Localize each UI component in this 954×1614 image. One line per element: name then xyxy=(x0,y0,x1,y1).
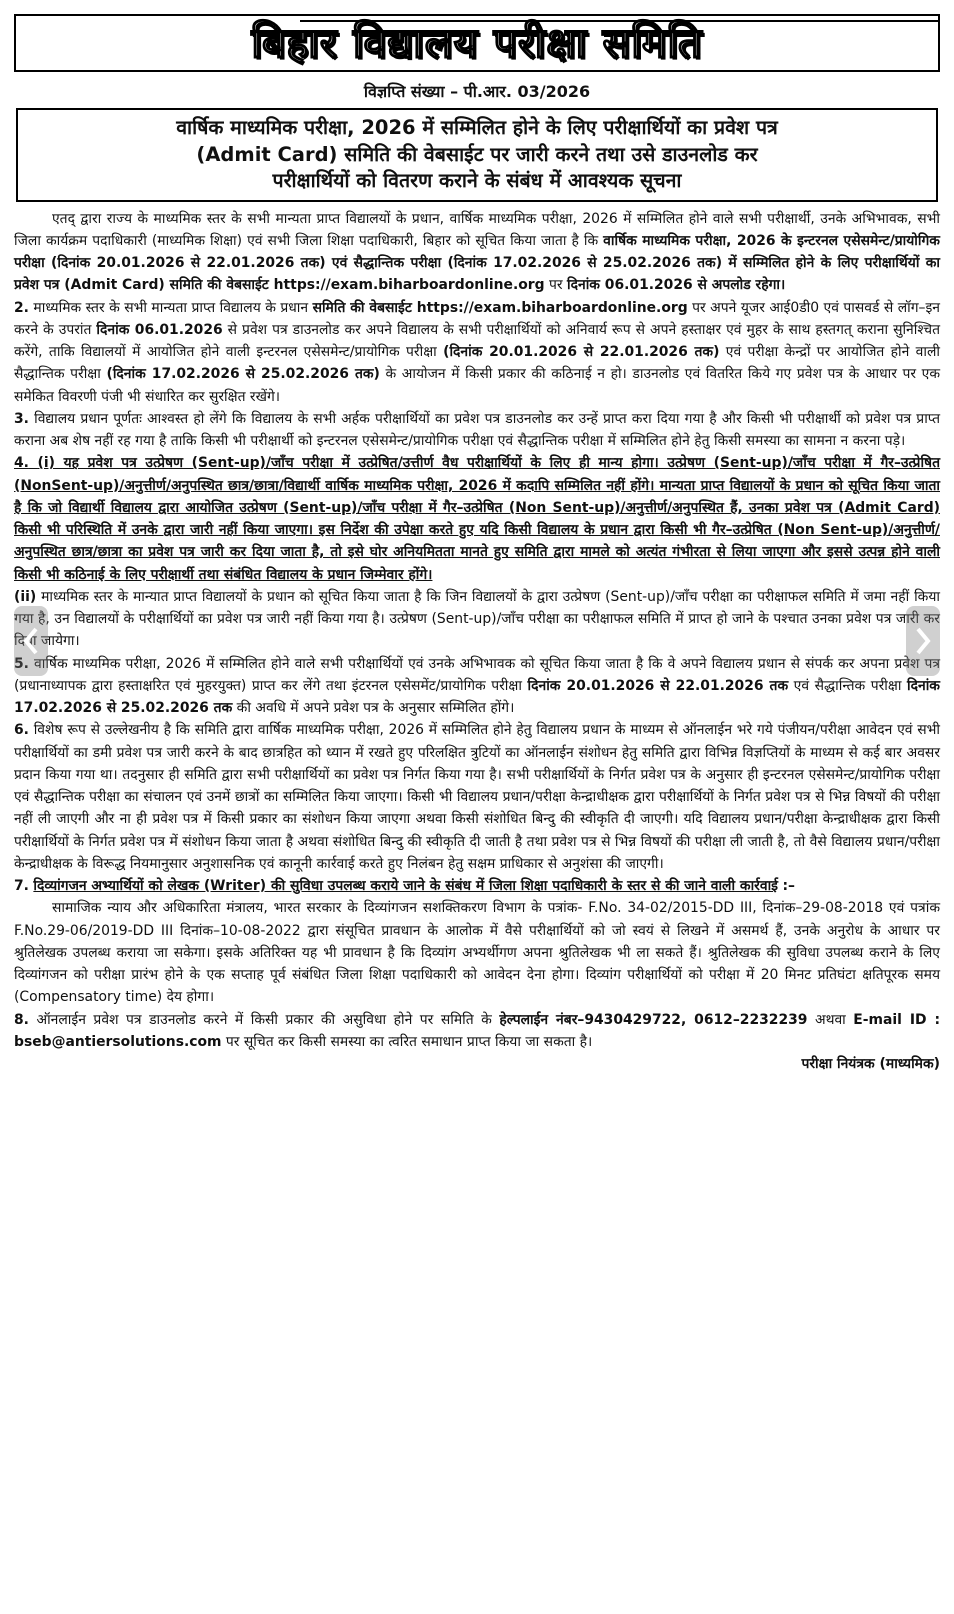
p2-text5: के आयोजन में किसी प्रकार की कठिनाई न हो। डाउनलोड एवं वितरित किये गए प्रवेश पत्र के आधार पर एक समेकित विवरणी पंजी भी संधारित कर सुरक्षित रखेंगे। xyxy=(14,366,941,405)
p1-mid: पर xyxy=(549,277,563,294)
p2-number: 2. xyxy=(14,299,29,316)
p8-text2: अथवा xyxy=(814,1011,846,1028)
top-border-line xyxy=(300,14,940,22)
notice-page xyxy=(0,14,954,1614)
p2-date: दिनांक 06.01.2026 xyxy=(96,321,223,338)
paragraph-4 xyxy=(14,452,940,586)
p2-text4: एवं परीक्षा केन्द्रों पर आयोजित होने वाली सैद्धान्तिक परीक्षा xyxy=(14,344,941,383)
p1-bold2: दिनांक 06.01.2026 से अपलोड रहेगा। xyxy=(567,277,786,294)
p4-text: (i) यह प्रवेश पत्र उत्प्रेषण (Sent-up)/जाँच परीक्षा में उत्प्रेषित/उत्तीर्ण वैध परीक्षार्थियों के लिए ही मान्य होगा। उत्प्रेषण (Sent-up)/जाँच परीक्षा में गैर–उत्प्रेषित (NonSent-up)/अनुत्तीर्ण/अनुपस्थित छात्र/छात्रा/विद्यार्थी वार्षिक माध्यमिक परीक्षा, 2026 में कदापि सम्मिलित नहीं होंगे। मान्यता प्राप्त विद्यालयों के प्रधान को सूचित किया जाता है कि जो विद्यार्थी विद्यालय द्वारा आयोजित उत्प्रेषण (Sent-up)/जाँच परीक्षा में गैर–उत्प्रेषित (Non Sent-up)/अनुत्तीर्ण/अनुपस्थित हैं, उनका प्रवेश पत्र (Admit Card) किसी भी परिस्थिति में उनके द्वारा जारी नहीं किया जाएगा। इस निर्देश की उपेक्षा करते हुए यदि किसी विद्यालय के प्रधान द्वारा किसी भी गैर–उत्प्रेषित (Non Sent-up)/अनुत्तीर्ण/अनुपस्थित छात्र/छात्रा का प्रवेश पत्र जारी कर दिया जाता है, तो इसे घोर अनियमितता मानते हुए समिति द्वारा मामले को अत्यंत गंभीरता से लिया जाएगा और इससे उत्पन्न होने वाली किसी भी कठिनाई के लिए परीक्षार्थी तथा संबंधित विद्यालय के प्रधान जिम्मेवार होंगे। xyxy=(14,455,940,583)
next-page-button[interactable] xyxy=(906,606,940,676)
p5-number: 5. xyxy=(14,655,29,672)
board-title: बिहार विद्यालय परीक्षा समिति xyxy=(251,18,703,67)
p2-practical-dates: (दिनांक 20.01.2026 से 22.01.2026 तक) xyxy=(443,344,720,361)
p6-text: विशेष रूप से उल्लेखनीय है कि समिति द्वारा वार्षिक माध्यमिक परीक्षा, 2026 में सम्मिलित होने हेतु विद्यालय प्रधान के माध्यम से ऑनलाईन भरे गये पंजीयन/परीक्षा आवेदन एवं सभी परीक्षार्थियों का डमी प्रवेश पत्र जारी करने के बाद छात्रहित को ध्यान में रखते हुए परिलक्षित त्रुटियों का ऑनलाईन संशोधन हेतु समिति द्वारा विभिन्न विज्ञप्तियों के माध्यम से कई बार अवसर प्रदान किया गया था। तदनुसार ही समिति द्वारा सभी परीक्षार्थियों का प्रवेश पत्र निर्गत किया गया है। सभी परीक्षार्थियों के निर्गत प्रवेश पत्र के अनुसार ही इन्टरनल एसेसमेन्ट/प्रायोगिक परीक्षा एवं सैद्धान्तिक परीक्षा का संचालन एवं उनमें छात्रों का सम्मिलित किया जाएगा। किसी भी विद्यालय प्रधान/परीक्षा केन्द्राधीक्षक द्वारा परीक्षार्थियों के निर्गत प्रवेश पत्र से भिन्न विषयों की परीक्षा नहीं ली जाएगी और ना ही प्रवेश पत्र में किसी प्रकार का संशोधन किया जाएगा अथवा किसी संशोधित बिन्दु की स्वीकृति दी जाएगी। यदि विद्यालय प्रधान/परीक्षा केन्द्राधीक्षक द्वारा किसी परीक्षार्थियों के निर्गत प्रवेश पत्र में संशोधन किया जाता है अथवा संशोधित बिन्दु की स्वीकृति दी जाती है तथा प्रवेश पत्र से भिन्न विषयों की परीक्षा ली जाती है, तो वैसे विद्यालय प्रधान/परीक्षा केन्द्राधीक्षक के विरूद्ध नियमानुसार अनुशासनिक एवं कानूनी कार्रवाई करते हुए निलंबन हेतु सक्षम प्राधिकार से अनुशंसा की जाएगी। xyxy=(14,722,941,872)
p8-number: 8. xyxy=(14,1011,29,1028)
p2-text2: पर अपने यूजर आई0डी0 एवं पासवर्ड से लॉग–इन करने के उपरांत xyxy=(14,299,941,338)
p2-website: समिति की वेबसाईट https://exam.biharboardonline.org xyxy=(312,299,688,316)
subject-line-3: परीक्षार्थियों को वितरण कराने के संबंध में आवश्यक सूचना xyxy=(272,169,682,193)
support-email: E-mail ID : bseb@antiersolutions.com xyxy=(14,1011,941,1050)
p3-text: विद्यालय प्रधान पूर्णतः आश्वस्त हो लेंगे कि विद्यालय के सभी अर्हक परीक्षार्थियों का प्रवेश पत्र डाउनलोड कर उन्हें प्राप्त करा दिया गया है और किसी भी परीक्षार्थी को प्रवेश पत्र प्राप्त कराना अब शेष नहीं रह गया है ताकि किसी भी परीक्षार्थी को इन्टरनल एसेसमेन्ट/प्रायोगिक परीक्षा एवं सैद्धान्तिक परीक्षा में सम्मिलित होने हेतु किसी समस्या का सामना न करना पड़े। xyxy=(14,410,940,450)
p5-practical-dates: दिनांक 20.01.2026 से 22.01.2026 तक xyxy=(527,677,789,694)
p8-text3: पर सूचित कर किसी समस्या का त्वरित समाधान प्राप्त किया जा सकता है। xyxy=(225,1033,593,1050)
paragraph-7 xyxy=(14,897,940,1008)
p4-number: 4. xyxy=(14,455,29,472)
notice-body xyxy=(14,208,940,1076)
paragraph-4-ii xyxy=(14,586,940,653)
signature: परीक्षा नियंत्रक (माध्यमिक) xyxy=(801,1056,940,1073)
subject-line-1: वार्षिक माध्यमिक परीक्षा, 2026 में सम्मिलित होने के लिए परीक्षार्थियों का प्रवेश पत्र xyxy=(176,116,778,139)
paragraph-8 xyxy=(14,1009,940,1054)
paragraph-5 xyxy=(14,653,940,720)
p2-theory-dates: (दिनांक 17.02.2026 से 25.02.2026 तक) xyxy=(106,366,380,383)
chevron-left-icon xyxy=(22,626,40,656)
p3-number: 3. xyxy=(14,410,29,427)
p2-text1: माध्यमिक स्तर के सभी मान्यता प्राप्त विद्यालय के प्रधान xyxy=(33,299,309,316)
p6-number: 6. xyxy=(14,722,29,739)
p5-text1: वार्षिक माध्यमिक परीक्षा, 2026 में सम्मिलित होने वाले सभी परीक्षार्थियों एवं उनके अभिभावक को सूचित किया जाता है कि वे अपने विद्यालय प्रधान से संपर्क कर अपना प्रवेश पत्र (प्रधानाध्यापक द्वारा हस्ताक्षरित एवं मुहरयुक्त) प्राप्त कर लेंगे तथा इंटरनल एसेसमेंट/प्रायोगिक परीक्षा xyxy=(14,655,940,694)
p5-theory-dates: दिनांक 17.02.2026 से 25.02.2026 तक xyxy=(14,677,940,717)
subject-line-2: (Admit Card) समिति की वेबसाईट पर जारी करने तथा उसे डाउनलोड कर xyxy=(196,142,758,166)
subject-box xyxy=(16,108,938,202)
helpline-number: हेल्पलाईन नंबर–9430429722, 0612–2232239 xyxy=(499,1011,808,1028)
p4ii-text: माध्यमिक स्तर के मान्यात प्राप्त विद्यालयों के प्रधान को सूचित किया जाता है कि जिन विद्यालयों के द्वारा उत्प्रेषण (Sent-up)/जाँच परीक्षा का परीक्षाफल समिति में जमा नहीं किया गया है, उन विद्यालयों के परीक्षार्थियों का प्रवेश पत्र जारी नहीं किया गया है। उत्प्रेषण (Sent-up)/जाँच परीक्षा का परीक्षाफल समिति में प्राप्त हो जाने के पश्चात उनका प्रवेश पत्र जारी कर दिया जायेगा। xyxy=(14,588,940,650)
p7-text: सामाजिक न्याय और अधिकारिता मंत्रालय, भारत सरकार के दिव्यांगजन सशक्तिकरण विभाग के पत्रांक- F.No. 34-02/2015-DD III, दिनांक–29-08-2018 एवं पत्रांक F.No.29-06/2019-DD III दिनांक–10-08-2022 द्वारा संसूचित प्रावधान के आलोक में वैसे परीक्षार्थियों को जो स्वयं से लिखने में असमर्थ हैं, उनके अनुरोध के आधार पर श्रुतिलेखक उपलब्ध कराया जा सकेगा। इसके अतिरिक्त यह भी प्रावधान है कि दिव्यांग अभ्यर्थीगण अपना श्रुतिलेखक भी ला सकते हैं। श्रुतिलेखक की सुविधा उपलब्ध कराने के लिए दिव्यांगजन को परीक्षा प्रारंभ होने के एक सप्ताह पूर्व संबंधित जिला शिक्षा पदाधिकारी को आवेदन देना होगा। दिव्यांग परीक्षार्थियों को परीक्षा में 20 मिनट प्रतिघंटा क्षतिपूरक समय (Compensatory time) देय होगा। xyxy=(14,900,940,1006)
p2-text3: से प्रवेश पत्र डाउनलोड कर अपने विद्यालय के सभी परीक्षार्थियों को अनिवार्य रूप से अपने हस्ताक्षर एवं मुहर के साथ हस्तगत् कराना सुनिश्चित करेंगे, ताकि विद्यालयों में आयोजित होने वाली इन्टरनल एसेसमेन्ट/प्रायोगिक परीक्षा xyxy=(14,321,941,361)
paragraph-2 xyxy=(14,297,940,408)
masthead xyxy=(14,14,940,72)
p5-text2: एवं सैद्धान्तिक परीक्षा xyxy=(793,677,902,694)
paragraph-6 xyxy=(14,719,940,875)
p1-bold: वार्षिक माध्यमिक परीक्षा, 2026 के इन्टरनल एसेसमेन्ट/प्रायोगिक परीक्षा (दिनांक 20.01.2026 से 22.01.2026 तक) एवं सैद्धान्तिक परीक्षा (दिनांक 17.02.2026 से 25.02.2026 तक) में सम्मिलित होने के लिए परीक्षार्थियों का प्रवेश पत्र (Admit Card) समिति की वेबसाईट https://exam.biharboardonline.org xyxy=(14,232,940,294)
p8-text1: ऑनलाईन प्रवेश पत्र डाउनलोड करने में किसी प्रकार की असुविधा होने पर समिति के xyxy=(36,1011,492,1028)
chevron-right-icon xyxy=(914,626,932,656)
paragraph-3 xyxy=(14,408,940,453)
notice-number: विज्ञप्ति संख्या – पी.आर. 03/2026 xyxy=(363,82,591,101)
paragraph-1 xyxy=(14,208,940,297)
p7-heading: दिव्यांगजन अभ्यार्थियों को लेखक (Writer) की सुविधा उपलब्ध कराये जाने के संबंध में जिला शिक्षा पदाधिकारी के स्तर से की जाने वाली कार्रवाई xyxy=(33,878,779,895)
paragraph-7-heading xyxy=(14,875,940,897)
p1-text: एतद् द्वारा राज्य के माध्यमिक स्तर के सभी मान्यता प्राप्त विद्यालयों के प्रधान, वार्षिक माध्यमिक परीक्षा, 2026 में सम्मिलित होने वाले सभी परीक्षार्थी, उनके अभिभावक, सभी जिला कार्यक्रम पदाधिकारी (माध्यमिक शिक्षा) एवं सभी जिला शिक्षा पदाधिकारी, बिहार को सूचित किया जाता है कि xyxy=(14,210,940,249)
p4ii-label: (ii) xyxy=(14,588,37,605)
p5-text3: की अवधि में अपने प्रवेश पत्र के अनुसार सम्मिलित होंगे। xyxy=(236,700,515,717)
previous-page-button[interactable] xyxy=(14,606,48,676)
p7-number: 7. xyxy=(14,878,29,895)
p7-heading-suffix: :– xyxy=(782,878,795,895)
